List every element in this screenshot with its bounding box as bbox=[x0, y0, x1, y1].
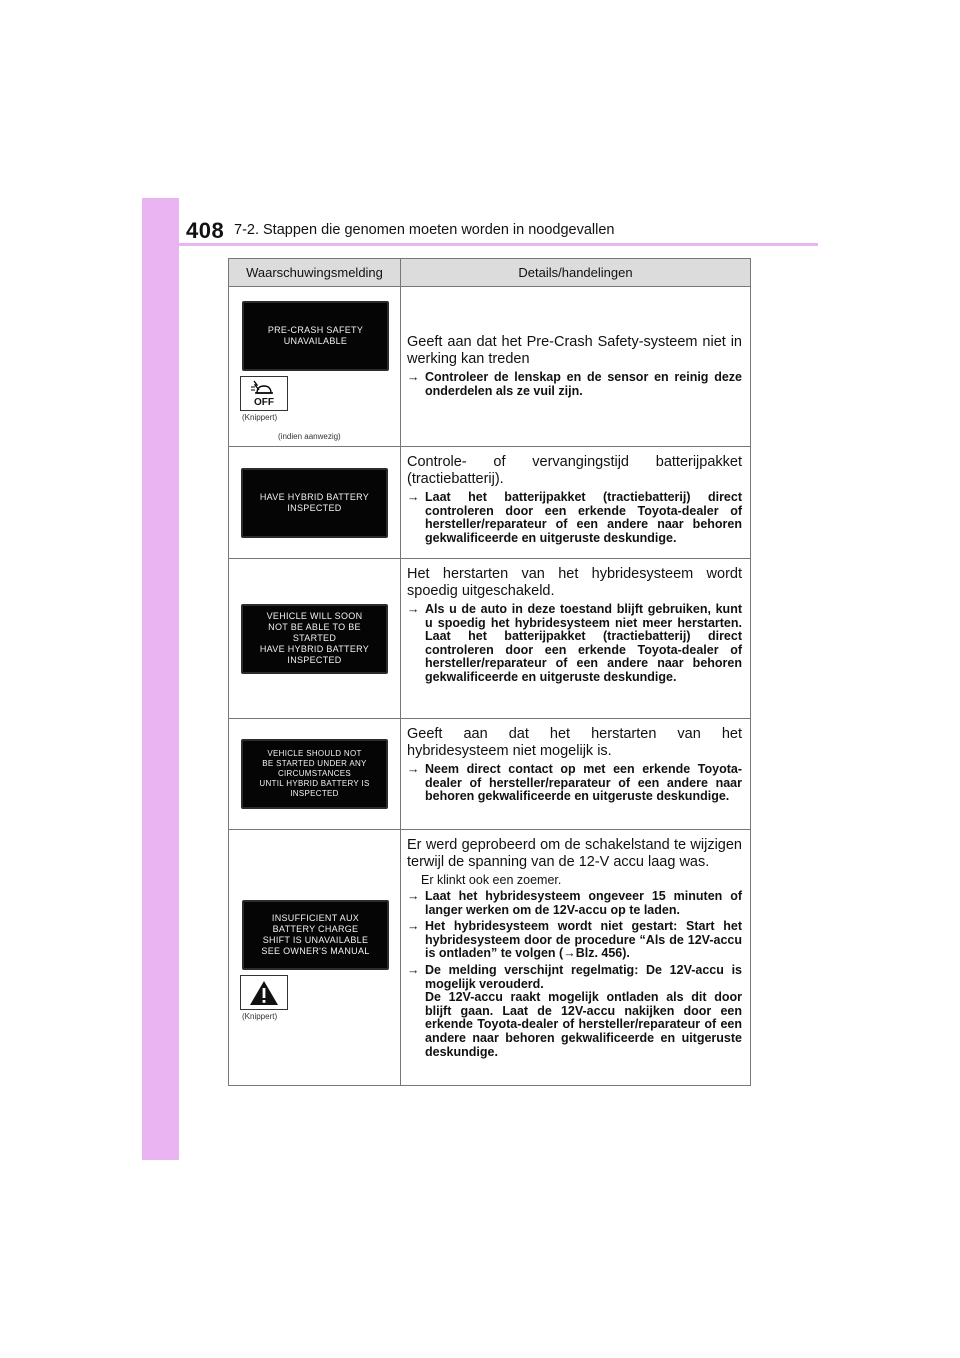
warning-image-cell bbox=[229, 719, 401, 830]
warning-image-cell bbox=[229, 447, 401, 559]
availability-note: (indien aanwezig) bbox=[278, 432, 341, 441]
row-description: Geeft aan dat het Pre-Crash Safety-systeem niet in werking kan treden bbox=[407, 334, 742, 368]
action-continuation: De 12V-accu raakt mogelijk ontladen als dit door blijft gaan. Laat de 12V-accu nakijken door een erkende Toyota-dealer of hersteller/reparateur of een andere naar behoren gekwalificeerde en uitgeruste deskundige. bbox=[425, 990, 742, 1059]
icon-caption: (Knippert) bbox=[242, 413, 278, 422]
action-item: → Als u de auto in deze toestand blijft gebruiken, kunt u spoedig het hybridesysteem niet meer herstarten. Laat het batterijpakket (tractiebatterij) direct controleren door een erkende Toyota-dealer of hersteller/reparateur of een andere naar behoren gekwalificeerde en uitgeruste deskundige. bbox=[407, 602, 742, 684]
warning-image-cell bbox=[229, 559, 401, 719]
display-message: INSUFFICIENT AUX BATTERY CHARGE SHIFT IS UNAVAILABLE SEE OWNER'S MANUAL bbox=[242, 900, 389, 970]
display-message: VEHICLE SHOULD NOT BE STARTED UNDER ANY CIRCUMSTANCES UNTIL HYBRID BATTERY IS INSPECTED bbox=[241, 739, 388, 809]
chapter-side-tab bbox=[142, 198, 179, 1160]
row-description: Het herstarten van het hybridesysteem wordt spoedig uitgeschakeld. bbox=[407, 566, 742, 599]
warning-image-cell bbox=[229, 287, 401, 447]
row-description: Er werd geprobeerd om de schakelstand te wijzigen terwijl de spanning van de 12-V accu laag was. bbox=[407, 837, 742, 870]
arrow-icon: → bbox=[407, 490, 420, 504]
table-row bbox=[229, 287, 751, 447]
details-cell bbox=[401, 559, 751, 719]
action-item: → Neem direct contact op met een erkende Toyota-dealer of hersteller/reparateur of een andere naar behoren gekwalificeerde en uitgeruste deskundige. bbox=[407, 762, 742, 804]
arrow-icon: → bbox=[407, 762, 420, 776]
arrow-icon: → bbox=[407, 919, 420, 934]
action-item: → De melding verschijnt regelmatig: De 12V-accu is mogelijk verouderd. De 12V-accu raakt mogelijk ontladen als dit door blijft gaan. Laat de 12V-accu nakijken door een erkende Toyota-dealer of hersteller/reparateur of een andere naar behoren gekwalificeerde en uitgeruste deskundige. bbox=[407, 962, 742, 1059]
details-cell bbox=[401, 447, 751, 559]
icon-caption: (Knippert) bbox=[242, 1012, 278, 1021]
page-number: 408 bbox=[186, 218, 225, 243]
table-row bbox=[229, 447, 751, 559]
details-cell bbox=[401, 287, 751, 447]
icon-off-label: OFF bbox=[254, 397, 274, 408]
warning-triangle-icon bbox=[240, 975, 288, 1010]
table-row bbox=[229, 719, 751, 830]
warning-image-cell bbox=[229, 830, 401, 1086]
pre-crash-off-icon bbox=[240, 376, 288, 411]
action-item: → Controleer de lenskap en de sensor en reinig deze onderdelen als ze vuil zijn. bbox=[407, 370, 742, 398]
details-cell bbox=[401, 719, 751, 830]
display-message: HAVE HYBRID BATTERY INSPECTED bbox=[241, 468, 388, 538]
table-row bbox=[229, 830, 751, 1086]
section-title: 7-2. Stappen die genomen moeten worden in noodgevallen bbox=[234, 222, 615, 238]
arrow-icon: → bbox=[407, 370, 420, 385]
action-item: → Laat het batterijpakket (tractiebatterij) direct controleren door een erkende Toyota-dealer of hersteller/reparateur of een andere naar behoren gekwalificeerde en uitgeruste deskundige. bbox=[407, 490, 742, 545]
row-note: Er klinkt ook een zoemer. bbox=[421, 873, 562, 887]
details-cell bbox=[401, 830, 751, 1086]
warning-table bbox=[228, 258, 751, 1086]
table-header-row bbox=[229, 259, 751, 287]
header-rule bbox=[142, 243, 818, 246]
arrow-icon: → bbox=[407, 602, 420, 616]
col-header-details: Details/handelingen bbox=[401, 259, 751, 287]
display-message: VEHICLE WILL SOON NOT BE ABLE TO BE STARTED HAVE HYBRID BATTERY INSPECTED bbox=[241, 604, 388, 674]
arrow-icon: → bbox=[407, 962, 420, 977]
row-description: Controle- of vervangingstijd batterijpakket (tractiebatterij). bbox=[407, 454, 742, 487]
action-item: → Laat het hybridesysteem ongeveer 15 minuten of langer werken om de 12V-accu op te laden. bbox=[407, 889, 742, 917]
display-message: PRE-CRASH SAFETY UNAVAILABLE bbox=[242, 301, 389, 371]
table-row bbox=[229, 559, 751, 719]
row-description: Geeft aan dat het herstarten van het hybridesysteem niet mogelijk is. bbox=[407, 726, 742, 759]
col-header-warning: Waarschuwingsmelding bbox=[229, 259, 401, 287]
arrow-icon: → bbox=[407, 889, 420, 903]
action-item: → Het hybridesysteem wordt niet gestart: Start het hybridesysteem door de procedure “Als de 12V-accu is ontladen” te volgen (→Blz. 456). bbox=[407, 919, 742, 961]
